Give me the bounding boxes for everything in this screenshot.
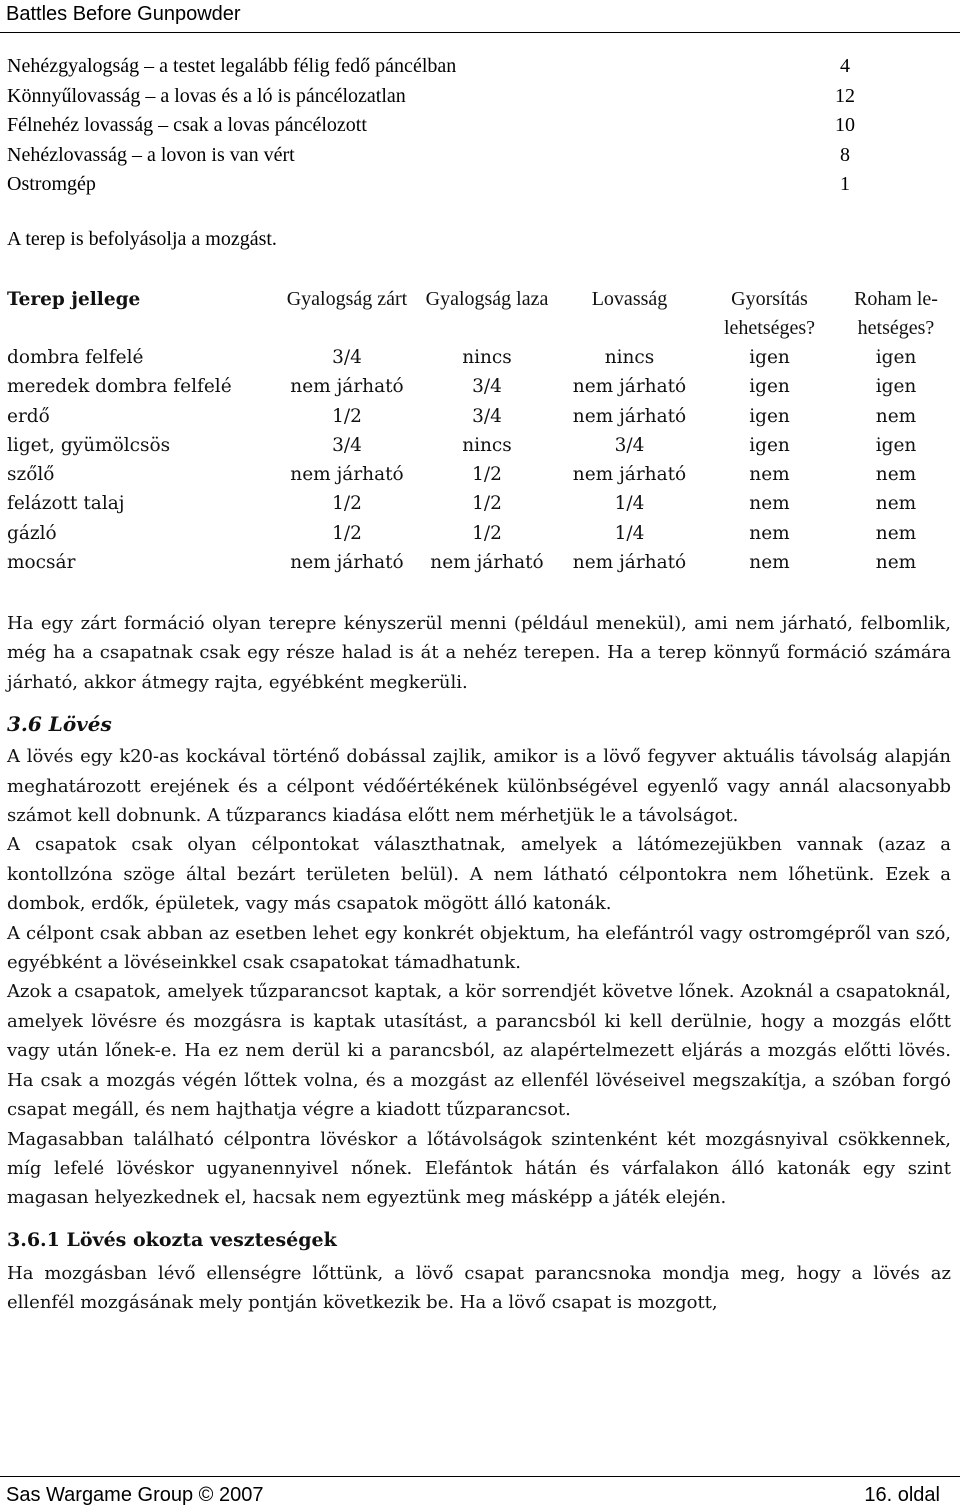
table-cell: 1/2 [472,464,502,486]
table-cell: 3/4 [472,376,502,398]
table-cell: nem [875,493,917,515]
table-cell: igen [875,434,917,456]
shooting-paragraph-4: Azok a csapatok, amelyek tűzparancsot kaptak, a kör sorrendjét követve lőnek. Azoknál a csapatoknál, amelyek lövésre és mozgásra is kaptak utasítást, a parancsból ki kell derülnie, hogy a mozgás előtt vagy után lőnek-e. Ha ez nem derül ki a parancsból, az alapértelmezett eljárás a mozgás előtti lövés. Ha csak a mozgás végén lőttek volna, és a mozgást az ellenfél lövéseivel megszakítja, a szóban forgó csapat megáll, és nem hajthatja végre a kiadott tűzparancsot. [7,981,951,1121]
table-cell: nem [749,552,790,574]
table-cell: igen [875,376,917,398]
unit-row [7,52,887,82]
table-cell: 3/4 [472,405,502,427]
table-cell: liget, gyümölcsös [7,434,171,456]
table-cell: 3/4 [614,434,645,456]
table-header-cell: Gyalogság zárt [286,288,408,310]
table-header-cell: Lovasság [591,288,668,310]
table-cell: mocsár [7,552,76,574]
table-cell: szőlő [7,464,55,486]
unit-row [7,111,887,141]
table-cell: nem [875,522,917,544]
table-header-cell: Roham le-hetséges? [854,288,938,339]
table-cell: nem [875,405,917,427]
table-header-cell: Gyorsítás lehetséges? [723,288,816,339]
table-cell: 3/4 [332,347,362,368]
table-cell: igen [875,347,917,368]
unit-movement-list [7,52,887,200]
table-cell: 1/2 [332,522,362,544]
table-cell: 1/4 [614,493,645,515]
table-cell: igen [749,405,790,427]
table-cell: nem járható [290,552,404,574]
table-cell: 1/2 [472,522,502,544]
subsection-heading-losses: 3.6.1 Lövés okozta veszteségek [7,1228,337,1251]
table-cell: nincs [462,347,512,368]
table-cell: nem járható [430,552,544,574]
table-cell: nem [749,522,790,544]
unit-label: Könnyűlovasság – a lovas és a ló is páncélozatlan [7,84,406,107]
page-header [0,0,960,33]
body-text [7,609,951,1318]
unit-label: Ostromgép [7,173,96,195]
table-row [7,343,955,372]
shooting-paragraph-1: A lövés egy k20-as kockával történő dobással zajlik, amikor is a lövő fegyver aktuális távolság alapján meghatározott erejének és a célpont védőértékének különbségével egyenlő vagy annál alacsonyabb számot kell dobnunk. A tűzparancs kiadása előtt nem mérhetjük le a távolságot. [7,746,951,827]
table-row [7,431,955,460]
table-cell: nincs [604,347,655,368]
table-row [7,489,955,518]
table-cell: nem járható [572,464,687,486]
table-cell: nem járható [572,552,687,574]
table-row [7,460,955,489]
table-cell: nem járható [572,376,687,398]
table-cell: igen [749,347,790,368]
table-cell: 1/2 [472,493,502,515]
footer-copyright: Sas Wargame Group © 2007 [6,1484,264,1506]
unit-value: 4 [840,55,850,77]
unit-label: Nehézlovasság – a lovon is van vért [7,143,295,166]
table-cell: 1/2 [332,405,362,427]
table-header-cell: Terep jellege [7,289,141,310]
table-cell: 3/4 [332,434,362,456]
unit-row [7,170,887,200]
header-title: Battles Before Gunpowder [6,3,241,25]
footer-page-number: 16. oldal [864,1484,940,1506]
unit-value: 12 [835,84,855,107]
table-row [7,372,955,401]
table-cell: igen [749,376,790,398]
unit-value: 10 [835,114,855,136]
terrain-intro: A terep is befolyásolja a mozgást. [7,228,277,250]
table-cell: dombra felfelé [7,347,144,368]
section-heading-shooting: 3.6 Lövés [7,712,112,737]
table-cell: nem járható [290,464,404,486]
table-header-cell: Gyalogság laza [425,288,549,310]
table-cell: nem [749,464,790,486]
unit-value: 8 [840,143,850,166]
table-cell: felázott talaj [7,493,125,515]
table-cell: igen [749,434,790,456]
table-row [7,519,955,548]
table-cell: 1/4 [614,522,645,544]
table-row [7,548,955,577]
table-cell: erdő [7,405,50,427]
unit-row [7,141,887,171]
table-cell: nem [749,493,790,515]
table-cell: nem [875,552,917,574]
table-cell: nem járható [572,405,687,427]
table-cell: nem [875,464,917,486]
unit-label: Félnehéz lovasság – csak a lovas páncélozott [7,114,367,136]
table-cell: gázló [7,522,57,544]
unit-value: 1 [840,173,850,195]
losses-paragraph-1: Ha mozgásban lévő ellenségre lőttünk, a lövő csapat parancsnoka mondja meg, hogy a lövés az ellenfél mozgásának mely pontján következik be. Ha a lövő csapat is mozgott, [7,1262,951,1314]
formation-paragraph: Ha egy zárt formáció olyan terepre kényszerül menni (például menekül), ami nem járható, felbomlik, még ha a csapatnak csak egy része halad is át a nehéz terepen. Ha a terep könnyű formáció számára járható, akkor átmegy rajta, egyébként megkerüli. [7,613,951,693]
terrain-table-header [7,285,955,343]
shooting-paragraph-2: A csapatok csak olyan célpontokat választhatnak, amelyek a látómezejükben vannak (azaz a kontollzóna szöge által bezárt területen belül). A nem látható célpontokra nem lőhetünk. Ezek a dombok, erdők, épületek, vagy más csapatok mögött álló katonák. [7,834,951,915]
unit-row [7,82,887,112]
unit-label: Nehézgyalogság – a testet legalább félig fedő páncélban [7,55,457,77]
table-row [7,402,955,431]
table-cell: meredek dombra felfelé [7,376,232,398]
table-cell: 1/2 [332,493,362,515]
table-cell: nem járható [290,376,404,398]
terrain-table-body [7,343,955,577]
shooting-paragraph-3: A célpont csak abban az esetben lehet egy konkrét objektum, ha elefántról vagy ostromgépről van szó, egyébként a lövéseinkkel csak csapatokat támadhatunk. [7,922,951,974]
page-footer [0,1476,960,1511]
terrain-table [7,285,955,577]
shooting-paragraph-5: Magasabban található célpontra lövéskor a lőtávolságok szintenként két mozgásnyival csökkennek, míg lefelé lövéskor ugyanennyivel nőnek. Elefántok hátán és várfalakon álló katonák egy szint magasan helyezkednek el, hacsak nem egyeztünk meg másképp a játék elején. [7,1128,951,1209]
table-cell: nincs [462,434,512,456]
